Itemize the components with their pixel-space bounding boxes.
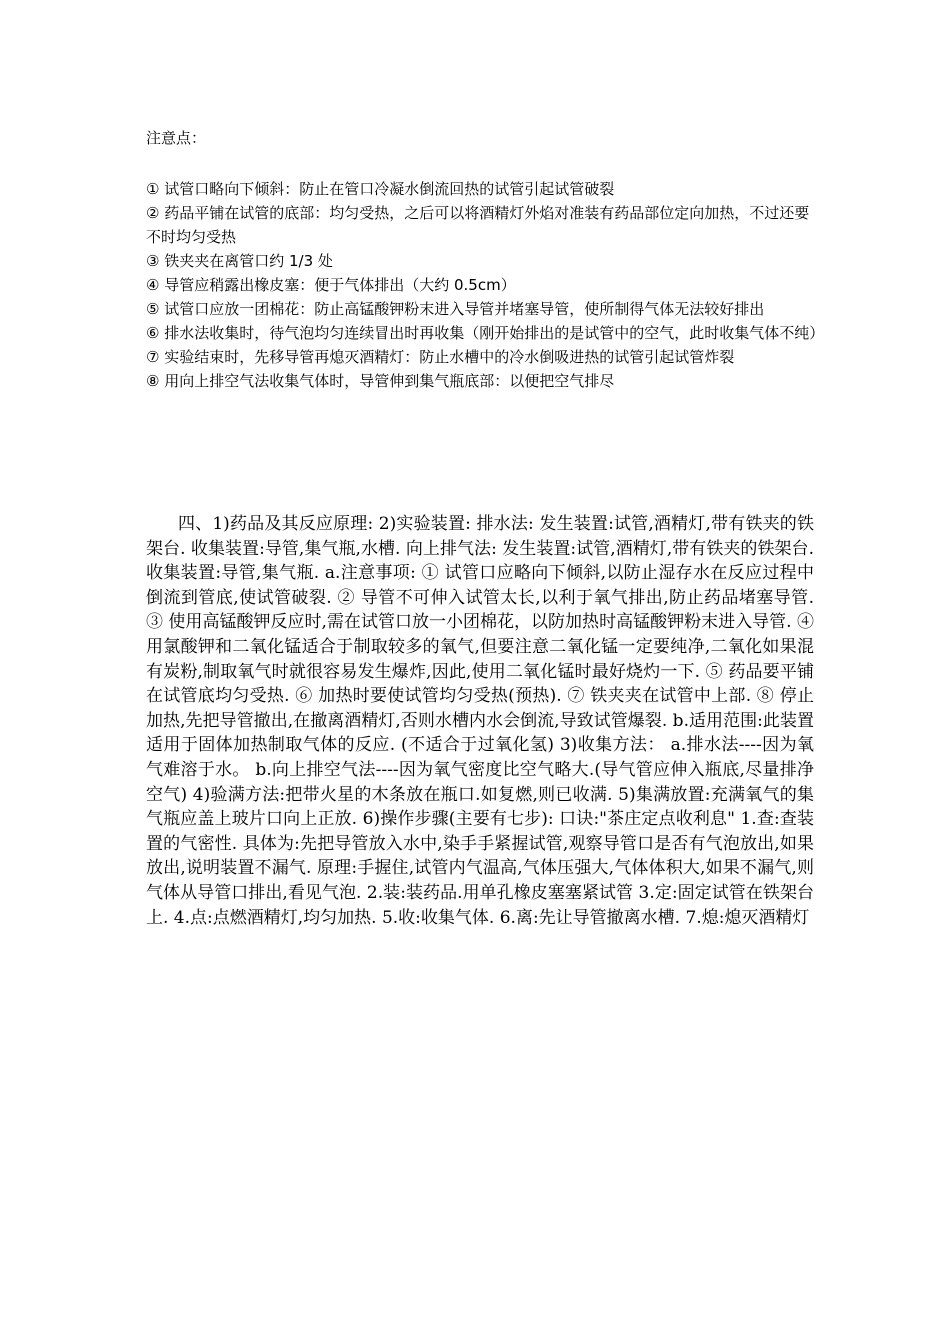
note-item-6: ⑥ 排水法收集时，待气泡均匀连续冒出时再收集（刚开始排出的是试管中的空气，此时收集气体不纯） — [146, 324, 825, 342]
notes-list — [146, 177, 825, 393]
note-item-8: ⑧ 用向上排空气法收集气体时，导管伸到集气瓶底部：以便把空气排尽 — [146, 372, 615, 390]
note-item-2: ② 药品平铺在试管的底部：均匀受热，之后可以将酒精灯外焰对准装有药品部位定向加热，不过还要不时均匀受热 — [146, 204, 810, 246]
note-item-5: ⑤ 试管口应放一团棉花：防止高锰酸钾粉末进入导管并堵塞导管，使所制得气体无法较好排出 — [146, 300, 765, 318]
note-item-3: ③ 铁夹夹在离管口约 1/3 处 — [146, 252, 333, 270]
notes-heading: 注意点： — [146, 129, 207, 147]
section-four-paragraph: 四、1)药品及其反应原理: 2)实验装置: 排水法: 发生装置:试管,酒精灯,带有铁夹的铁架台. 收集装置:导管,集气瓶,水槽. 向上排气法: 发生装置:试管,酒精灯,带有铁夹的铁架台. 收集装置:导管,集气瓶. a.注意事项: ① 试管口应略向下倾斜,以防止湿存水在反应过程中倒流到管底,使试管破裂. ② 导管不可伸入试管太长,以利于氧气排出,防止药品堵塞导管. ③ 使用高锰酸钾反应时,需在试管口放一小团棉花，以防加热时高锰酸钾粉末进入导管. ④ 用氯酸钾和二氧化锰适合于制取较多的氧气,但要注意二氧化锰一定要纯净,二氧化如果混有炭粉,制取氧气时就很容易发生爆炸,因此,使用二氧化锰时最好烧灼一下. ⑤ 药品要平铺在试管底均匀受热. ⑥ 加热时要使试管均匀受热(预热). ⑦ 铁夹夹在试管中上部. ⑧ 停止加热,先把导管撤出,在撤离酒精灯,否则水槽内水会倒流,导致试管爆裂. b.适用范围:此装置适用于固体加热制取气体的反应. (不适合于过氧化氢) 3)收集方法： a.排水法----因为氧气难溶于水。 b.向上排空气法----因为氧气密度比空气略大.(导气管应伸入瓶底,尽量排净空气) 4)验满方法:把带火星的木条放在瓶口.如复燃,则已收满. 5)集满放置:充满氧气的集气瓶应盖上玻片口向上正放. 6)操作步骤(主要有七步): 口诀:"茶庄定点收利息" 1.查:查装置的气密性. 具体为:先把导管放入水中,染手手紧握试管,观察导管口是否有气泡放出,如果放出,说明装置不漏气. 原理:手握住,试管内气温高,气体压强大,气体体积大,如果不漏气,则气体从导管口排出,看见气泡. 2.装:装药品.用单孔橡皮塞塞紧试管 3.定:固定试管在铁架台上. 4.点:点燃酒精灯,均匀加热. 5.收:收集气体. 6.离:先让导管撤离水槽. 7.熄:熄灭酒精灯 — [146, 514, 814, 928]
note-item-1: ① 试管口略向下倾斜：防止在管口冷凝水倒流回热的试管引起试管破裂 — [146, 180, 615, 198]
note-item-4: ④ 导管应稍露出橡皮塞：便于气体排出（大约 0.5cm） — [146, 276, 516, 294]
note-item-7: ⑦ 实验结束时，先移导管再熄灭酒精灯：防止水槽中的冷水倒吸进热的试管引起试管炸裂 — [146, 348, 735, 366]
